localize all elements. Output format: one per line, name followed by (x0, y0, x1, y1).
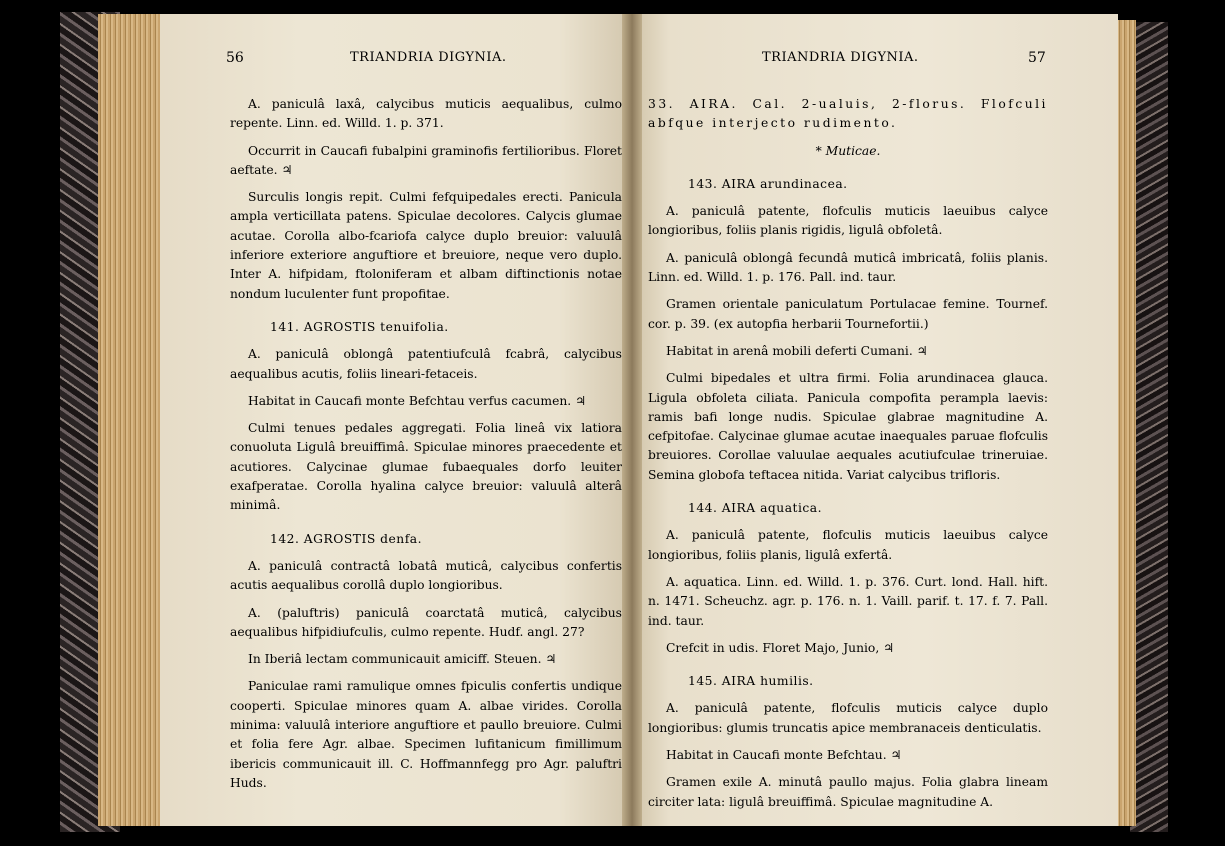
paragraph: Habitat in arenâ mobili deferti Cumani. ♃ (666, 343, 928, 358)
paragraph: A. paniculâ oblongâ patentiufculâ fcabrâ, calycibus aequalibus acutis, foliis lineari-fetaceis. (230, 347, 622, 381)
paragraph: Surculis longis repit. Culmi fefquipedales erecti. Panicula ampla verticillata patens. Spiculae decolores. Calycis glumae acutae. Corolla albo-fcariofa calyce duplo breuior: valuulâ inferiore exteriore anguftiore et breuiore, neque vero duplo. Inter A. hifpidam, ftoloniferam et albam diftinctionis notae nondum luculenter funt propofitae. (230, 190, 622, 301)
right-running-head: TRIANDRIA DIGYNIA. (762, 50, 919, 65)
paragraph: A. aquatica. Linn. ed. Willd. 1. p. 376. Curt. lond. Hall. hift. n. 1471. Scheuchz. agr. p. 176. n. 1. Vaill. parif. t. 17. f. 7. Pall. ind. taur. (648, 574, 1048, 628)
right-page-number: 57 (1028, 50, 1046, 66)
paragraph: Occurrit in Caucafi fubalpini graminofis fertilioribus. Floret aeftate. ♃ (230, 143, 622, 177)
paragraph: Crefcit in udis. Floret Majo, Junio, ♃ (666, 640, 895, 655)
species-heading: 144. AIRA aquatica. (688, 501, 823, 516)
book-gutter (622, 14, 642, 826)
left-page-number: 56 (226, 50, 244, 66)
paragraph: Habitat in Caucafi monte Befchtau verfus cacumen. ♃ (248, 393, 587, 408)
paragraph: Culmi tenues pedales aggregati. Folia lineâ vix latiora conuoluta Ligulâ breuiffimâ. Spiculae minores praecedente et acutiores. Calycinae glumae fubaequales dorfo leuiter exafperatae. Corolla hyalina calyce breuior: valuulâ alterâ minimâ. (230, 421, 622, 513)
species-heading: 145. AIRA humilis. (688, 674, 814, 689)
paragraph: A. paniculâ laxâ, calycibus muticis aequalibus, culmo repente. Linn. ed. Willd. 1. p. 371. (230, 97, 622, 131)
section-heading: * Muticae. (815, 143, 881, 158)
left-page-body (230, 95, 622, 801)
paragraph: A. paniculâ patente, flofculis muticis laeuibus calyce longioribus, foliis planis, ligulâ exfertâ. (648, 528, 1048, 562)
left-running-head: TRIANDRIA DIGYNIA. (350, 50, 507, 65)
paragraph: Habitat in Caucafi monte Befchtau. ♃ (666, 748, 902, 763)
right-page-body (648, 95, 1048, 820)
paragraph: Gramen orientale paniculatum Portulacae femine. Tournef. cor. p. 39. (ex autopfia herbarii Tournefortii.) (648, 297, 1048, 331)
paragraph: Culmi bipedales et ultra firmi. Folia arundinacea glauca. Ligula obfoleta ciliata. Panicula compofita perampla laevis: ramis bafi longe nudis. Spiculae glabrae magnitudine A. cefpitofae. Calycinae glumae acutae inaequales paruae flofculis breuiores. Corollae valuulae aequales acutiufculae trineruiae. Semina globofa teftacea nitida. Variat calycibus trifloris. (648, 371, 1048, 482)
paragraph: A. (paluftris) paniculâ coarctatâ muticâ, calycibus aequalibus hifpidiufculis, culmo repente. Hudf. angl. 27? (230, 605, 622, 639)
species-heading: 142. AGROSTIS denfa. (270, 531, 423, 546)
left-page-edges (98, 14, 162, 826)
paragraph: A. paniculâ contractâ lobatâ muticâ, calycibus confertis acutis aequalibus corollâ duplo longioribus. (230, 558, 622, 593)
species-heading: 141. AGROSTIS tenuifolia. (270, 319, 449, 334)
genus-heading: 33. AIRA. Cal. 2-ualuis, 2-florus. Flofculi abfque interjecto rudimento. (648, 97, 1048, 131)
paragraph: A. paniculâ patente, flofculis muticis laeuibus calyce longioribus, foliis planis rigidis, ligulâ obfoletâ. (648, 204, 1048, 238)
paragraph: In Iberiâ lectam communicauit amiciff. Steuen. ♃ (248, 652, 557, 667)
paragraph: Gramen exile A. minutâ paullo majus. Folia glabra lineam circiter lata: ligulâ breuiffimâ. Spiculae magnitudine A. (648, 775, 1048, 809)
paragraph: A. paniculâ patente, flofculis muticis calyce duplo longioribus: glumis truncatis apice membranaceis denticulatis. (648, 701, 1048, 735)
paragraph: Paniculae rami ramulique omnes fpiculis confertis undique cooperti. Spiculae minores quam A. albae virides. Corolla minima: valuulâ interiore anguftiore et paullo breuiore. Culmi et folia fere Agr. albae. Specimen lufitanicum fimillimum ibericis communicauit ill. C. Hoffmannfegg pro Agr. paluftri Huds. (230, 679, 622, 790)
paragraph: A. paniculâ oblongâ fecundâ muticâ imbricatâ, foliis planis. Linn. ed. Willd. 1. p. 176. Pall. ind. taur. (648, 250, 1048, 285)
species-heading: 143. AIRA arundinacea. (688, 176, 848, 191)
